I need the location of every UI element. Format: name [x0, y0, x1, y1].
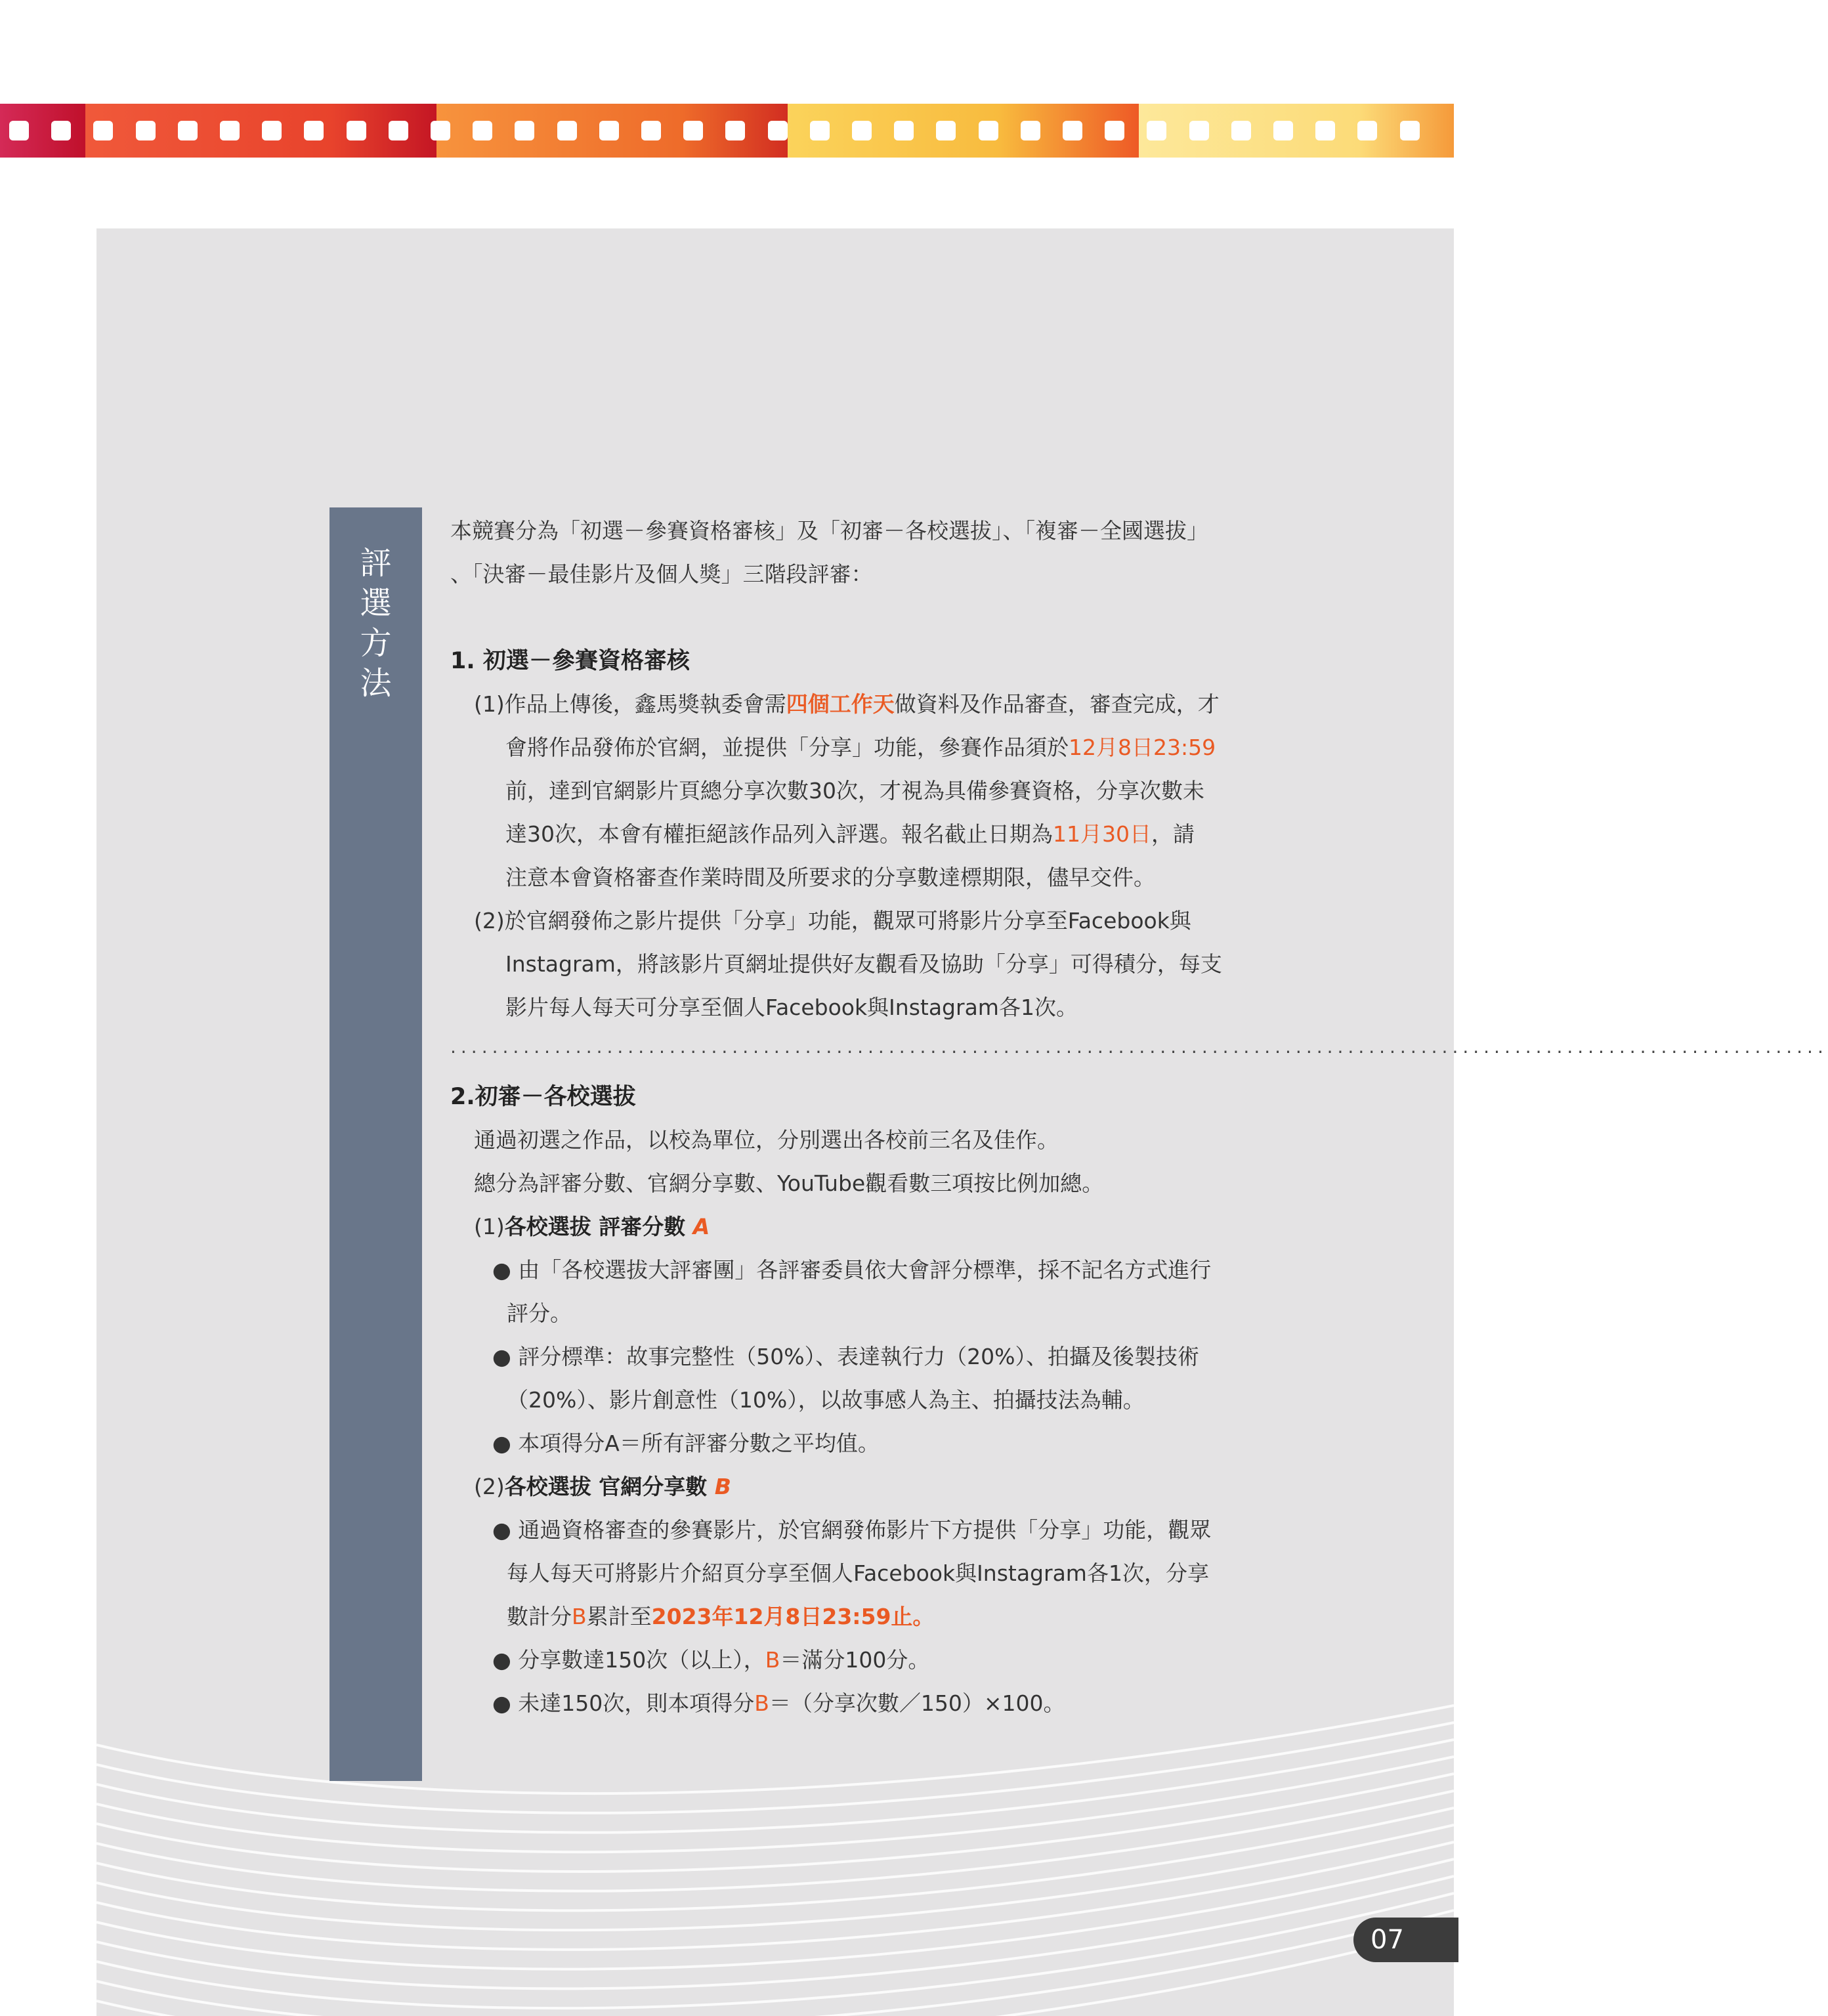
section-title-bar — [329, 507, 422, 1781]
film-hole — [1189, 121, 1209, 140]
bullet-line: ● 通過資格審查的參賽影片，於官網發佈影片下方提供「分享」功能，觀眾 — [492, 1517, 1212, 1543]
bullet-line: 數計分B累計至2023年12月8日23:59止。 — [507, 1604, 935, 1629]
bullet-line: ● 評分標準：故事完整性（50%）、表達執行力（20%）、拍攝及後製技術 — [492, 1344, 1199, 1369]
film-hole — [1273, 121, 1293, 140]
film-strip-banner — [0, 104, 1454, 158]
score-letter-a: A — [692, 1214, 710, 1239]
film-hole — [1231, 121, 1251, 140]
bullet-line: ● 本項得分A＝所有評審分數之平均值。 — [492, 1430, 880, 1456]
section1-item1-line: 注意本會資格審查作業時間及所要求的分享數達標期限，儘早交件。 — [505, 865, 1155, 890]
bullet-line: （20%）、影片創意性（10%），以故事感人為主、拍攝技法為輔。 — [507, 1387, 1145, 1413]
wave-line — [96, 1876, 1454, 1988]
film-sprocket-holes — [0, 121, 1454, 140]
bullet-line: 評分。 — [507, 1300, 572, 1326]
film-hole — [894, 121, 914, 140]
film-hole — [1147, 121, 1166, 140]
film-hole — [725, 121, 745, 140]
film-hole — [1315, 121, 1335, 140]
film-hole — [9, 121, 29, 140]
section1-item1-line: 達30次，本會有權拒絕該作品列入評選。報名截止日期為11月30日，請 — [505, 821, 1195, 847]
film-hole — [768, 121, 788, 140]
section-title-char: 選 — [360, 585, 392, 622]
film-hole — [641, 121, 661, 140]
dotted-divider: .................................................................................................................................... — [450, 1036, 1828, 1058]
film-hole — [51, 121, 71, 140]
section1-item2-line: 影片每人每天可分享至個人Facebook與Instagram各1次。 — [505, 995, 1078, 1020]
film-hole — [1400, 121, 1420, 140]
wave-line — [96, 1808, 1454, 1910]
film-hole — [979, 121, 998, 140]
bullet-line: ● 未達150次，則本項得分B＝（分享次數／150）×100。 — [492, 1690, 1065, 1716]
section1-heading: 1. 初選－參賽資格審核 — [450, 648, 690, 674]
film-hole — [557, 121, 577, 140]
wave-line — [96, 1893, 1454, 2008]
section2-paragraph: 總分為評審分數、官網分享數、YouTube觀看數三項按比例加總。 — [474, 1170, 1104, 1196]
wave-line — [96, 1859, 1454, 1969]
film-hole — [262, 121, 282, 140]
film-hole — [178, 121, 198, 140]
film-hole — [683, 121, 703, 140]
rules-body — [450, 509, 1828, 1725]
film-hole — [220, 121, 240, 140]
section2-paragraph: 通過初選之作品，以校為單位，分別選出各校前三名及佳作。 — [474, 1127, 1059, 1153]
film-hole — [1357, 121, 1377, 140]
subsection-b-heading: (2)各校選拔 官網分享數 B — [474, 1474, 731, 1499]
highlight-deadline: 2023年12月8日23:59止。 — [651, 1604, 935, 1629]
film-hole — [389, 121, 408, 140]
section1-item1-line: 前，達到官網影片頁總分享次數30次，才視為具備參賽資格，分享次數未 — [505, 778, 1204, 804]
bullet-line: ● 分享數達150次（以上），B＝滿分100分。 — [492, 1647, 930, 1673]
wave-line — [96, 1927, 1454, 2016]
wave-line — [96, 1757, 1454, 1852]
wave-line — [96, 1723, 1454, 1813]
section2-heading: 2.初審－各校選拔 — [450, 1084, 636, 1110]
film-hole — [1063, 121, 1082, 140]
film-hole — [810, 121, 830, 140]
section-title-char: 法 — [360, 665, 392, 702]
highlight-text: 四個工作天 — [786, 691, 895, 717]
subsection-a-heading: (1)各校選拔 評審分數 A — [474, 1214, 710, 1239]
film-hole — [936, 121, 956, 140]
wave-line — [96, 1740, 1454, 1832]
film-hole — [852, 121, 872, 140]
section-title — [329, 544, 422, 704]
section1-item2-line: Instagram，將該影片頁網址提供好友觀看及協助「分享」可得積分，每支 — [505, 951, 1222, 977]
film-hole — [599, 121, 619, 140]
wave-line — [96, 1791, 1454, 1891]
page-number: 07 — [1353, 1918, 1458, 1962]
film-hole — [515, 121, 534, 140]
intro-line: 、「決審－最佳影片及個人獎」三階段評審： — [450, 561, 873, 587]
highlight-date: 11月30日 — [1053, 821, 1151, 847]
intro-line: 本競賽分為「初選－參賽資格審核」及「初審－各校選拔」、「複審－全國選拔」 — [450, 518, 1208, 544]
film-hole — [1105, 121, 1124, 140]
film-hole — [93, 121, 113, 140]
film-hole — [473, 121, 492, 140]
highlight-deadline: 12月8日23:59 — [1069, 735, 1216, 760]
decorative-wave-lines — [96, 1738, 1454, 2016]
score-letter-b: B — [714, 1474, 731, 1499]
film-hole — [304, 121, 324, 140]
section1-item2-line: (2)於官網發佈之影片提供「分享」功能，觀眾可將影片分享至Facebook與 — [474, 908, 1191, 933]
section1-item1-line: (1)作品上傳後，鑫馬獎執委會需四個工作天做資料及作品審查，審查完成，才 — [474, 691, 1220, 717]
bullet-line: ● 由「各校選拔大評審團」各評審委員依大會評分標準，採不記名方式進行 — [492, 1257, 1212, 1283]
film-hole — [347, 121, 366, 140]
section1-item1-line: 會將作品發佈於官網，並提供「分享」功能，參賽作品須於12月8日23:59 — [505, 735, 1216, 760]
section-title-char: 評 — [360, 545, 392, 582]
film-hole — [136, 121, 156, 140]
section-title-char: 方 — [360, 625, 392, 662]
film-hole — [1021, 121, 1040, 140]
bullet-line: 每人每天可將影片介紹頁分享至個人Facebook與Instagram各1次，分享 — [507, 1560, 1209, 1586]
film-hole — [431, 121, 450, 140]
